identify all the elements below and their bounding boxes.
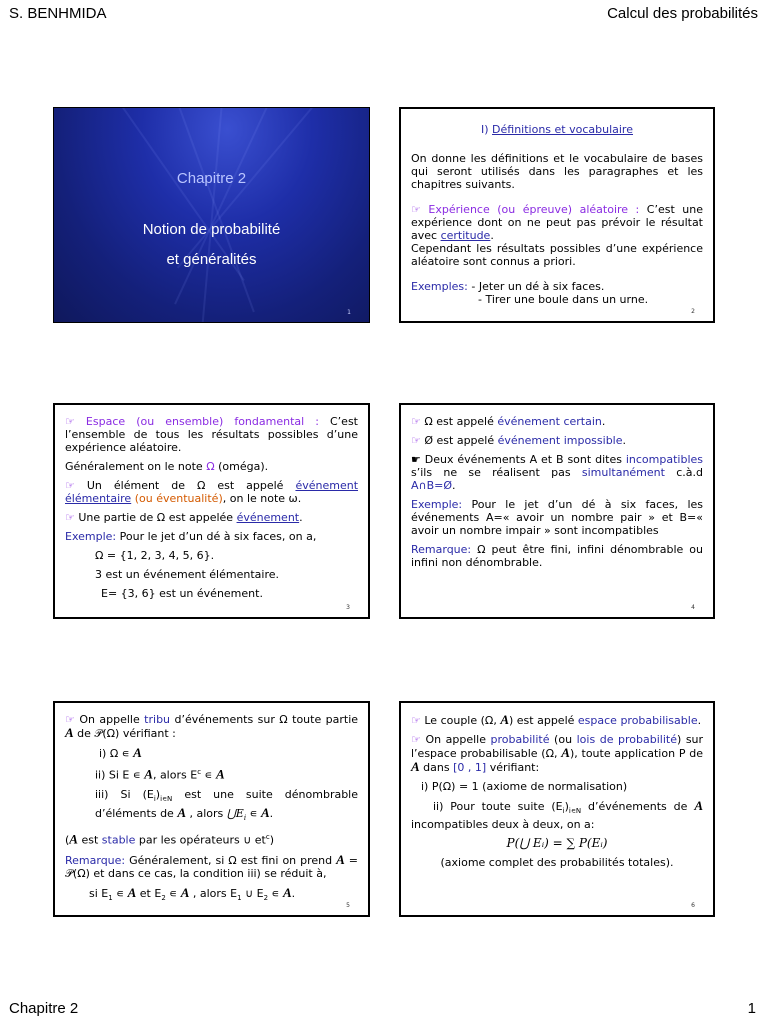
slide-5-tribu — [53, 701, 370, 917]
footer-chapter: Chapitre 2 — [9, 1000, 79, 1017]
page-subject: Calcul des probabilités — [607, 5, 758, 22]
chapter-title-line2: et généralités — [166, 251, 257, 268]
pointing-hand-icon: ☞ — [65, 479, 75, 492]
condition-ii: ii) Si E ∊ A, alors $E^c$ ∊ A — [95, 766, 225, 782]
example-set: Ω = {1, 2, 3, 4, 5, 6}. — [95, 549, 215, 562]
slide-4-evenements — [399, 403, 715, 619]
example-incompatibles: Exemple: Pour le jet d’un dé à six faces, les événements A=« avoir un nombre pair » et B=« avoir un nombre impair » sont incompatibles — [411, 498, 703, 537]
pointing-hand-icon: ☞ — [65, 713, 75, 726]
example-line: Exemple: Pour le jet d’un dé à six faces, on a, — [65, 530, 317, 543]
definition-experience: ☞ Expérience (ou épreuve) aléatoire : C’est une expérience dont on ne peut pas prévoir le résultat avec certitude. — [411, 203, 703, 242]
examples-block: Exemples: - Jeter un dé à six faces. - Tirer une boule dans un urne. — [411, 280, 649, 306]
slide-2-definitions — [399, 107, 715, 323]
cependant-text: Cependant les résultats possibles d’une expérience aléatoire sont connus a priori. — [411, 242, 703, 268]
incompatibles-definition: ☛ Deux événements A et B sont dites incompatibles s’ils ne se réalisent pas simultanément c.à.d A∩B=Ø. — [411, 453, 703, 492]
condition-iii: iii) Si $(E_i)_{i∊N}$ est une suite dénombrable d’éléments de A , alors $⋃E_i$ ∊ A. — [95, 787, 359, 823]
remark-omega: Remarque: Ω peut être fini, infini dénombrable ou infini non dénombrable. — [411, 543, 703, 569]
pointing-hand-icon: ☞ — [65, 415, 75, 428]
definition-espace: ☞ Espace (ou ensemble) fondamental : C’est l’ensemble de tous les résultats possibles d’une expérience aléatoire. — [65, 415, 358, 454]
slide-number: 3 — [346, 604, 350, 611]
condition-i: i) Ω ∊ A — [99, 745, 142, 760]
notation-omega: Généralement on le note Ω (oméga). — [65, 460, 269, 473]
pointing-hand-icon: ☞ — [411, 415, 421, 428]
chapter-title-line1: Notion de probabilité — [142, 221, 281, 238]
pointing-hand-icon: ☞ — [65, 511, 75, 524]
footer-page-number: 1 — [747, 1000, 756, 1017]
axiom-additivity: ii) Pour toute suite $(E_i)_{i∊N}$ d’événements de A incompatibles deux à deux, on a: — [411, 798, 704, 832]
slide-number: 1 — [347, 309, 351, 316]
stable-statement: (A est stable par les opérateurs ∪ $et^c$) — [65, 831, 274, 847]
evenement-impossible: ☞ Ø est appelé événement impossible. — [411, 434, 626, 447]
probabilite-definition: ☞ On appelle probabilité (ou lois de probabilité) sur l’espace probabilisable (Ω, A), toute application P de A dans [0 , 1] vérifiant: — [411, 733, 704, 774]
definition-elementaire: ☞ Un élément de Ω est appelé événement élémentaire (ou éventualité), on le note ω. — [65, 479, 359, 505]
slide-number: 2 — [691, 308, 695, 315]
reduced-condition: si $E_1$ ∊ A et $E_2$ ∊ A , alors $E_1$ ∪ $E_2$ ∊ A. — [89, 884, 296, 902]
additivity-formula: P(⋃ Eᵢ) = ∑ P(Eᵢ) — [506, 836, 608, 851]
slide-3-espace-fondamental — [53, 403, 370, 619]
section-heading: I) Définitions et vocabulaire — [480, 123, 633, 136]
chapter-label: Chapitre 2 — [176, 170, 247, 187]
slide-number: 4 — [691, 604, 695, 611]
pointing-hand-icon: ☞ — [411, 733, 421, 746]
remark-tribu: Remarque: Généralement, si Ω est fini on prend A = 𝒫(Ω) et dans ce cas, la condition iii) se réduit à, — [65, 851, 359, 880]
pointing-hand-icon: ☞ — [411, 714, 421, 727]
intro-text: On donne les définitions et le vocabulaire de bases qui seront utilisés dans les paragraphes et les chapitres suivants. — [411, 152, 703, 191]
slide-number: 5 — [346, 902, 350, 909]
pointing-hand-icon: ☞ — [411, 434, 421, 447]
definition-evenement: ☞ Une partie de Ω est appelée événement. — [65, 511, 303, 524]
axiom-complete: (axiome complet des probabilités totales). — [440, 856, 674, 870]
pointing-hand-icon: ☛ — [411, 453, 421, 466]
evenement-certain: ☞ Ω est appelé événement certain. — [411, 415, 606, 428]
page-author: S. BENHMIDA — [9, 5, 107, 22]
example-event: E= {3, 6} est un événement. — [101, 587, 263, 600]
example-elementary: 3 est un événement élémentaire. — [95, 568, 279, 581]
espace-probabilisable: ☞ Le couple (Ω, A) est appelé espace probabilisable. — [411, 712, 702, 727]
slide-6-probabilite — [399, 701, 715, 917]
axiom-normalisation: i) P(Ω) = 1 (axiome de normalisation) — [421, 780, 628, 793]
tribu-definition: ☞ On appelle tribu d’événements sur Ω toute partie A de 𝒫(Ω) vérifiant : — [65, 713, 359, 740]
pointing-hand-icon: ☞ — [411, 203, 421, 216]
slide-number: 6 — [691, 902, 695, 909]
slide-1-title — [53, 107, 370, 323]
